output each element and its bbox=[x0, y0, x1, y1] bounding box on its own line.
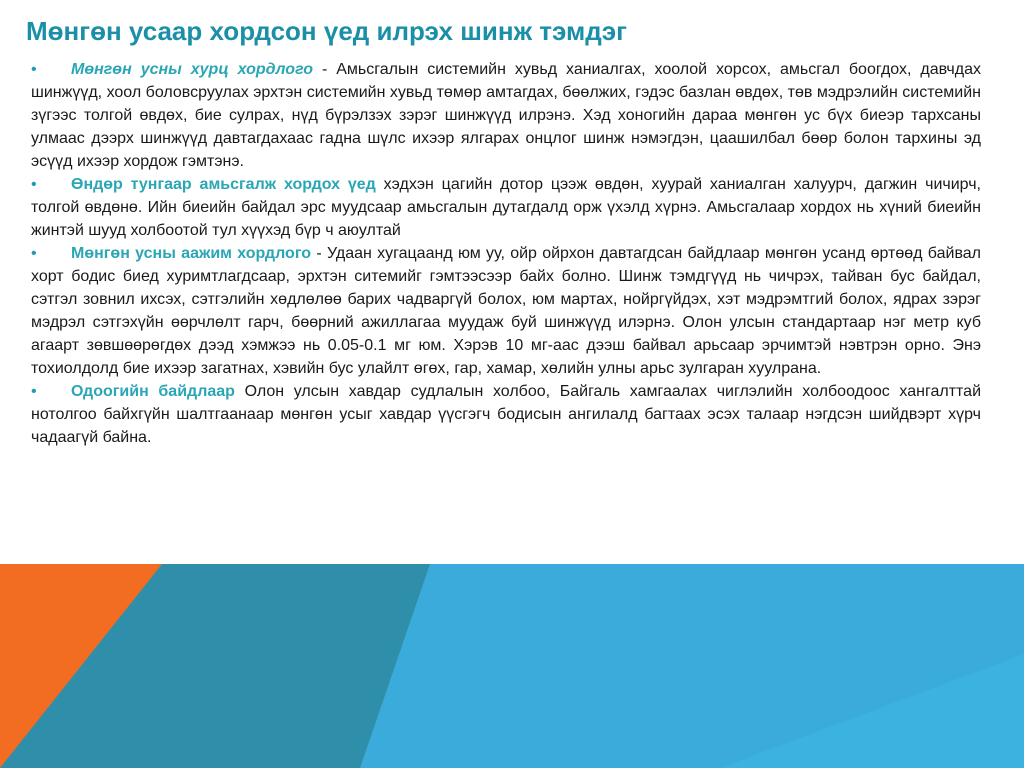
term-current-status: Одоогийн байдлаар bbox=[71, 383, 235, 400]
slide-title: Мөнгөн усаар хордсон үед илрэх шинж тэмдэг bbox=[26, 16, 627, 46]
bullet-icon: • bbox=[31, 176, 37, 193]
slide-body bbox=[31, 58, 981, 449]
paragraph-acute-poisoning bbox=[31, 58, 981, 173]
paragraph-chronic-poisoning bbox=[31, 242, 981, 380]
decorative-background-shapes bbox=[0, 564, 1024, 768]
text-acute-poisoning: - Амьсгалын системийн хувьд ханиалгах, хоолой хорсох, амьсгал боогдох, давчдах шинжүүд, хоол боловсруулах эрхтэн системийн хувьд төмөр амтагдах, бөөлжих, гэдэс базлан өвдөх, төв мэдрэлийн системийн зүгээс толгой өвдөх, бие сулрах, нүд бүрэлзэх зэрэг шинжүүд илрэнэ. Хэд хоногийн дараа мөнгөн ус бүх биеэр тархсаны улмаас дээрх шинжүүд давтагдахаас гадна шүлс ихээр ялгарах онцлог шинж нэмэгдэн, цаашилбал бөөр болон тархины эд эсүүд ихээр хордож гэмтэнэ. bbox=[31, 61, 981, 170]
bullet-icon: • bbox=[31, 245, 37, 262]
text-high-dose-inhalation: хэдхэн цагийн дотор цээж өвдөн, хуурай ханиалган халуурч, дагжин чичирч, толгой өвдөнө. Ийн биеийн байдал эрс муудсаар амьсгалын дутагдалд орж үхэлд хүрнэ. Амьсгалаар хордох нь хүний биеийн жинтэй шууд холбоотой тул хүүхэд бүр ч аюултай bbox=[31, 176, 981, 239]
term-acute-poisoning: Мөнгөн усны хурц хордлого bbox=[71, 61, 313, 78]
term-chronic-poisoning: Мөнгөн усны аажим хордлого bbox=[71, 245, 312, 262]
bullet-icon: • bbox=[31, 61, 37, 78]
paragraph-high-dose-inhalation bbox=[31, 173, 981, 242]
paragraph-current-status bbox=[31, 380, 981, 449]
text-current-status: Олон улсын хавдар судлалын холбоо, Байгаль хамгаалах чиглэлийн холбоодоос хангалттай нотолгоо байхгүйн шалтгаанаар мөнгөн усыг хавдар үүсгэгч бодисын ангилалд багтаах эсэх талаар нэгдсэн шийдвэрт хүрч чадаагүй байна. bbox=[31, 383, 981, 446]
bullet-icon: • bbox=[31, 383, 37, 400]
text-chronic-poisoning: - Удаан хугацаанд юм уу, ойр ойрхон давтагдсан байдлаар мөнгөн усанд өртөөд байвал хорт бодис биед хуримтлагдсаар, эрхтэн ситемийг гэмтээсээр байх болно. Шинж тэмдгүүд нь чичрэх, тайван бус байдал, сэтгэл зовнил ихсэх, сэтгэлийн хөдлөлөө барих чадваргүй болох, юм мартах, нойргүйдэх, хэт мэдрэмтгий болох, ядрах зэрэг мэдрэл сэтгэхүйн өөрчлөлт гарч, бөөрний ажиллагаа муудаж буй шинжүүд илэрнэ. Олон улсын стандартаар нэг метр куб агаарт зөвшөөрөгдөх дээд хэмжээ нь 0.05-0.1 мг юм. Хэрэв 10 мг-аас дээш байвал арьсаар эрчимтэй нэвтрэн орно. Энэ тохиолдолд бие ихээр загатнах, хэвийн бус улайлт өгөх, гар, хамар, хөлийн улны арьс зулгаран хуулрана. bbox=[31, 245, 981, 377]
term-high-dose-inhalation: Өндөр тунгаар амьсгалж хордох үед bbox=[71, 176, 376, 193]
